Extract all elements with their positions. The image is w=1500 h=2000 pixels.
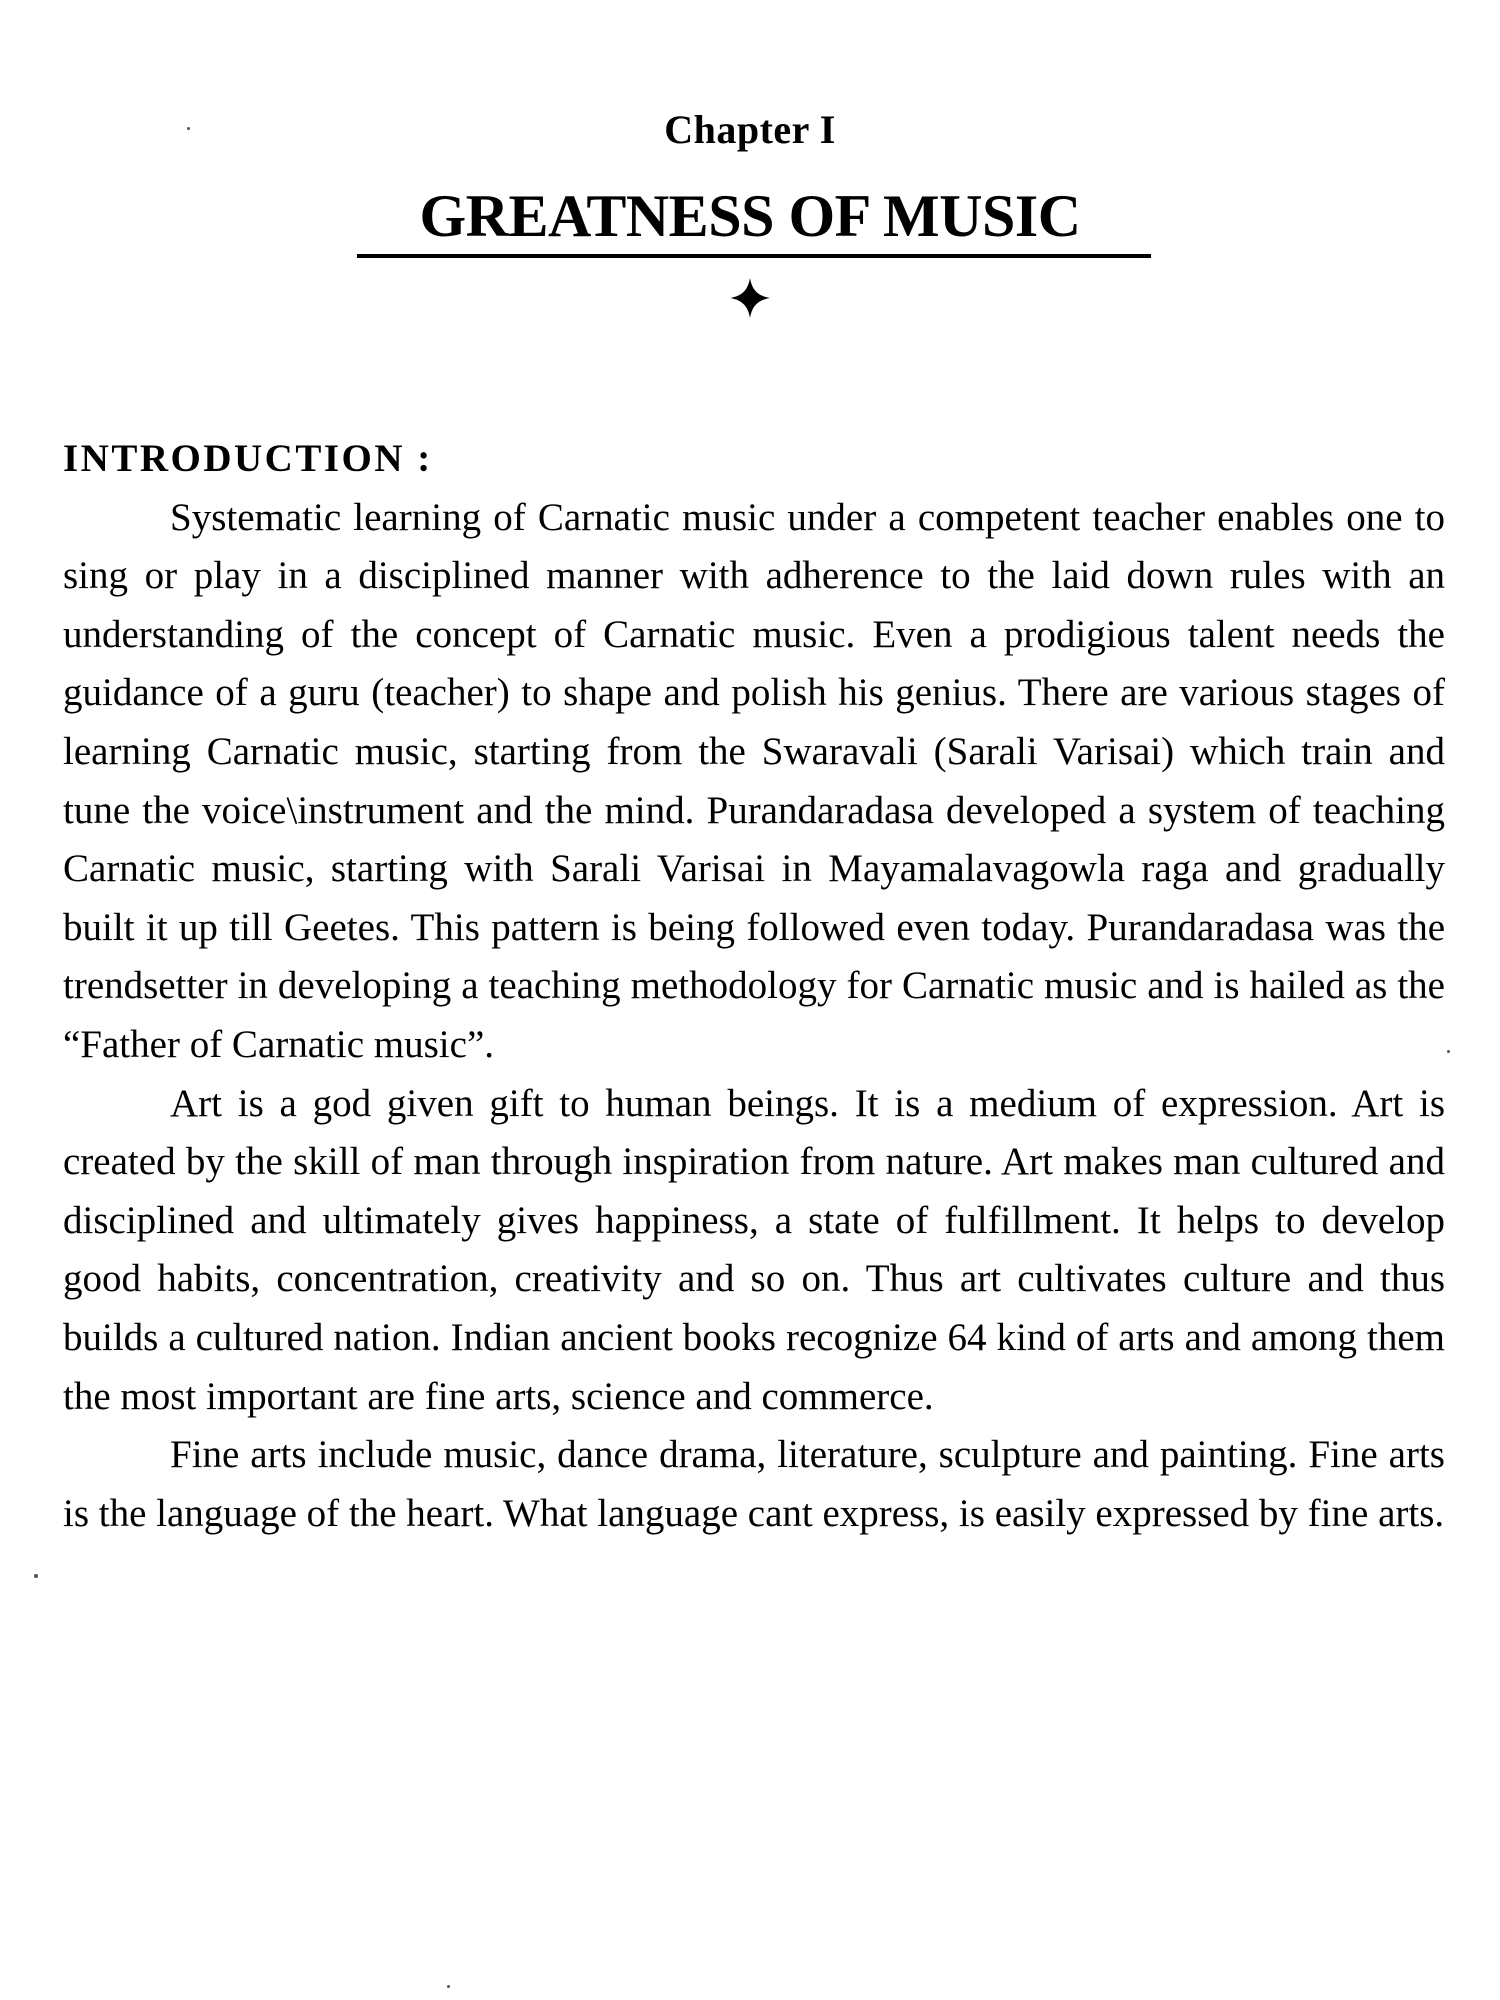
section-heading: INTRODUCTION :	[63, 437, 433, 480]
chapter-title: GREATNESS OF MUSIC	[419, 183, 1081, 249]
scan-speck	[447, 1985, 450, 1988]
four-point-star-icon	[728, 276, 772, 320]
chapter-body	[63, 430, 1445, 1543]
scan-speck	[187, 127, 190, 130]
scan-speck	[1447, 1050, 1450, 1053]
paragraph-art: Art is a god given gift to human beings. It is a medium of expression. Art is created by the skill of man through inspiration from nature. Art makes man cultured and disciplined and ultimately gives happiness, a state of fulfillment. It helps to develop good habits, concentration, creativity and so on. Thus art cultivates culture and thus builds a cultured nation. Indian ancient books recognize 64 kind of arts and among them the most important are fine arts, science and commerce.	[63, 1081, 1445, 1418]
paragraph-introduction: Systematic learning of Carnatic music under a competent teacher enables one to sing or play in a disciplined manner with adherence to the laid down rules with an understanding of the concept of Carnatic music. Even a prodigious talent needs the guidance of a guru (teacher) to shape and polish his genius. There are various stages of learning Carnatic music, starting from the Swaravali (Sarali Varisai) which train and tune the voice\instrument and the mind. Purandaradasa developed a system of teaching Carnatic music, starting with Sarali Varisai in Mayamalavagowla raga and gradually built it up till Geetes. This pattern is being followed even today. Purandaradasa was the trendsetter in developing a teaching methodology for Carnatic music and is hailed as the “Father of Carnatic music”.	[63, 495, 1445, 1066]
scan-speck	[34, 1574, 38, 1578]
paragraph-fine-arts: Fine arts include music, dance drama, literature, sculpture and painting. Fine arts is the language of the heart. What language cant express, is easily expressed by fine arts.	[63, 1433, 1445, 1535]
ornament	[0, 276, 1500, 320]
title-underline-divider	[357, 254, 1151, 258]
chapter-label: Chapter I	[664, 107, 836, 152]
